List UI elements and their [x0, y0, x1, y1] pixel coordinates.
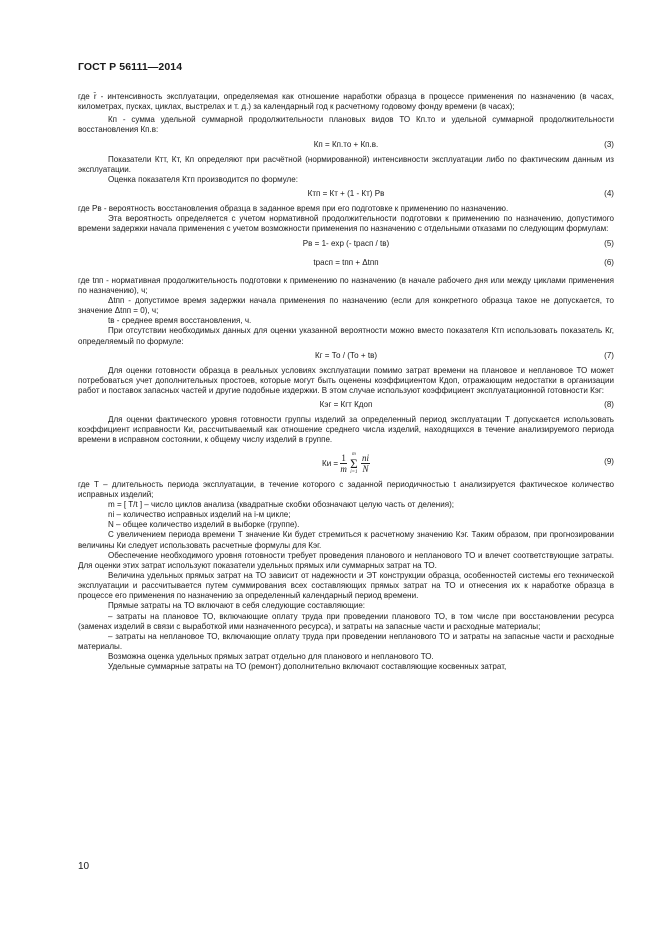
paragraph: Эта вероятность определяется с учетом нормативной продолжительности подготовки к применению по назначению, допустимого времени задержки начала применения с учетом возможности применения по назначению с отдельными отказами по следующим формулам: — [78, 214, 614, 234]
page-header: ГОСТ Р 56111—2014 — [78, 61, 183, 73]
sum-symbol: m Σ i=1 — [350, 451, 358, 475]
formula-expression: Кп = Кп.то + Кп.в. — [313, 139, 379, 149]
formula-number: (9) — [604, 456, 614, 466]
formula-number: (8) — [604, 400, 614, 410]
formula-expression — [78, 452, 614, 476]
paragraph: Обеспечение необходимого уровня готовности требует проведения планового и непланового ТО и влечет соответствующие затраты. Для оценки этих затрат используют показатели удельных прямых или суммарных затрат на ТО. — [78, 550, 614, 570]
formula-number: (3) — [604, 139, 614, 149]
formula-expression: tрасп = tпп + Δtпп — [313, 257, 379, 267]
paragraph: m = [ T/t ] – число циклов анализа (квадратные скобки обозначают целую часть от деления); — [108, 499, 454, 509]
list-item: – затраты на неплановое ТО, включающие оплату труда при проведении непланового ТО и затраты на запасные части и расходные материалы. — [78, 631, 614, 652]
formula-expression: Кэг = Кгт Кдоп — [319, 400, 373, 410]
document-body — [78, 92, 614, 673]
formula-3 — [78, 136, 614, 155]
paragraph: N – общее количество изделий в выборке (группе). — [108, 520, 300, 530]
list-item: – затраты на плановое ТО, включающие оплату труда при проведении планового ТО, в том числе при восстановлении ресурса (заменах изделий в связи с выработкой ими назначенного ресурса), и затраты на запасные части и расходные материалы; — [78, 611, 614, 631]
paragraph: Для оценки фактического уровня готовности группы изделий за определенный период эксплуатации Т допускается использовать коэффициент исправности Ки, рассчитываемый как отношение среднего числа изделий, находящихся в течение анализируемого периода времени в исправном состоянии, к общему числу изделий в группе. — [78, 415, 614, 445]
formula-5 — [78, 235, 614, 254]
formula-expression: Кг = То / (То + tв) — [314, 350, 378, 360]
paragraph: где Т – длительность периода эксплуатации, в течение которого с заданной периодичностью t анализируется фактическое количество исправных изделий; — [78, 479, 614, 499]
formula-expression: Ктп = Кт + (1 - Кт) Рв — [307, 189, 385, 199]
formula-6 — [78, 254, 614, 273]
paragraph: Кп - сумма удельной суммарной продолжительности плановых видов ТО Кп.то и удельной суммарной продолжительности восстановления Кп.в: — [78, 115, 614, 135]
fraction: $\frac{1}{m}$ — [340, 453, 347, 475]
formula-7 — [78, 347, 614, 366]
page-number: 10 — [78, 861, 90, 872]
paragraph: Величина удельных прямых затрат на ТО зависит от надежности и ЭТ конструкции образца, особенностей системы его технической эксплуатации и рассчитывается путем суммирования всех составляющих прямых затрат на ТО и отнесения их к наработке образца в процессе его применения по назначению за определенный календарный период времени. — [78, 571, 614, 601]
paragraph: Показатели Ктт, Кт, Кп определяют при расчётной (нормированной) интенсивности эксплуатации либо по фактическим данным из эксплуатации. — [78, 154, 614, 174]
paragraph: Удельные суммарные затраты на ТО (ремонт) дополнительно включают составляющие косвенных затрат, — [108, 662, 507, 672]
formula-number: (5) — [604, 238, 614, 248]
paragraph: Для оценки готовности образца в реальных условиях эксплуатации помимо затрат времени на плановое и неплановое ТО может потребоваться учет дополнительных простоев, которые могут быть оценены коэффициентом Кдоп, отражающим недостатки в организации работ и поставок запасных частей и другие подобные издержки. В этом случае используют коэффициент эксплуатационной готовности Кэг: — [78, 365, 614, 395]
paragraph: С увеличением периода времени Т значение Ки будет стремиться к расчетному значению Кэг. Таким образом, при прогнозировании величины Ки следует использовать расчетные формулы для Кэг. — [78, 530, 614, 550]
paragraph: где r̄ - интенсивность эксплуатации, определяемая как отношение наработки образца в процессе применения по назначению (в часах, километрах, пусках, циклах, выстрелах и т. д.) за календарный год к расчетному годовому фонду времени (в часах); — [78, 92, 614, 112]
formula-4 — [78, 185, 614, 204]
paragraph: tв - среднее время восстановления, ч. — [108, 316, 252, 326]
paragraph: Оценка показателя Ктп производится по формуле: — [108, 174, 298, 184]
paragraph: где Рв - вероятность восстановления образца в заданное время при его подготовке к применению по назначению. — [78, 204, 509, 214]
paragraph: Возможна оценка удельных прямых затрат отдельно для планового и непланового ТО. — [108, 652, 434, 662]
paragraph: где tпп - нормативная продолжительность подготовки к применению по назначению (в начале рабочего дня или между циклами применения по назначению), ч; — [78, 275, 614, 295]
formula-number: (4) — [604, 189, 614, 199]
formula-9 — [78, 446, 614, 480]
paragraph: ni – количество исправных изделий на i-м цикле; — [108, 510, 291, 520]
fraction: $\frac{ni}{N}$ — [361, 453, 369, 475]
paragraph: Δtпп - допустимое время задержки начала применения по назначению (если для конкретного образца такое не допускается, то значение Δtпп = 0), ч; — [78, 295, 614, 316]
formula-expression: Рв = 1- exp (- tрасп / tв) — [302, 238, 390, 248]
formula-number: (6) — [604, 257, 614, 267]
paragraph: Прямые затраты на ТО включают в себя следующие составляющие: — [108, 601, 366, 611]
formula-8 — [78, 396, 614, 415]
formula-number: (7) — [604, 350, 614, 360]
formula-lhs: Ки = — [322, 458, 339, 468]
paragraph: При отсутствии необходимых данных для оценки указанной вероятности можно вместо показателя Ктп использовать показатель Кг, определяемый по формуле: — [78, 326, 614, 346]
